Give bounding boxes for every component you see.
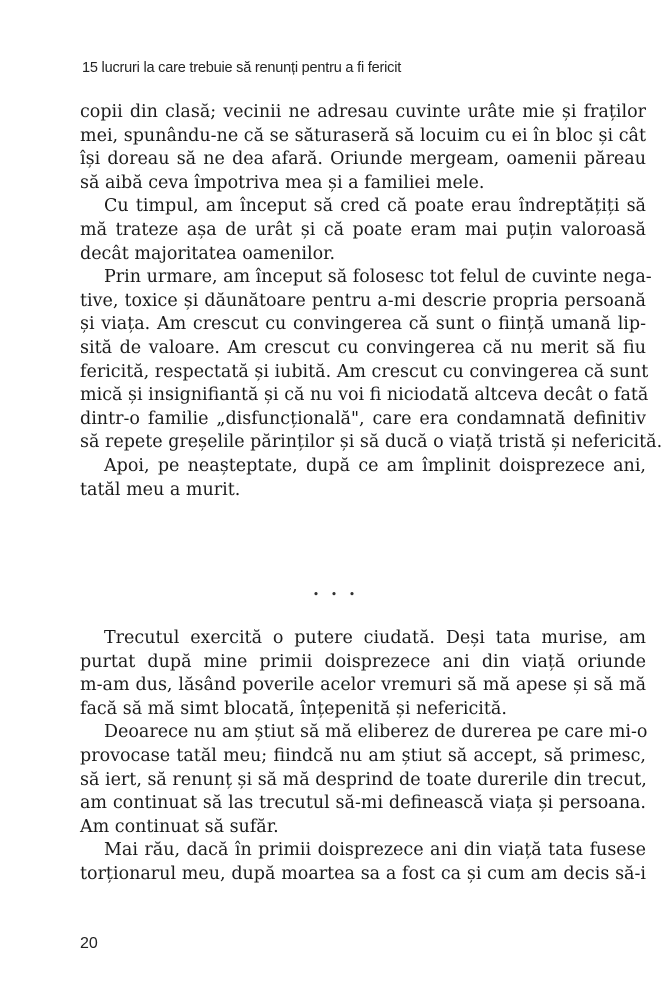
text-line: purtat după mine primii doisprezece ani din viață oriunde (80, 651, 646, 672)
text-line: dintr-o familie „disfuncțională", care era condamnată definitiv (80, 408, 646, 429)
text-line: decât majoritatea oamenilor. (80, 243, 336, 264)
section-1-text (80, 101, 663, 502)
text-line: Trecutul exercită o putere ciudată. Deși tata murise, am (104, 628, 646, 648)
text-line: Am continuat să sufăr. (80, 816, 279, 837)
text-line: fericită, respectată și iubită. Am crescut cu convingerea că sunt (80, 361, 649, 382)
running-head: 15 lucruri la care trebuie să renunți pentru a fi fericit (82, 60, 402, 76)
text-line: torționarul meu, după moartea sa a fost ca și cum am decis să-i (80, 863, 646, 884)
text-line: provocase tatăl meu; fiindcă nu am știut să accept, să primesc, (80, 745, 646, 766)
text-line: Mai rău, dacă în primii doisprezece ani din viață tata fusese (104, 840, 646, 861)
page-number: 20 (80, 935, 98, 952)
text-line: își doreau să ne dea afară. Oriunde mergeam, oamenii păreau (80, 149, 646, 170)
text-line: sită de valoare. Am crescut cu convingerea că nu merit să fiu (80, 337, 646, 358)
text-line: Apoi, pe neașteptate, după ce am împlinit doisprezece ani, (104, 455, 646, 476)
text-line: mică și insignifiantă și că nu voi fi niciodată altceva decât o fată (80, 385, 649, 406)
text-line: Cu timpul, am început să cred că poate erau îndreptățiți să (104, 196, 646, 217)
text-line: Deoarece nu am știut să mă eliberez de durerea pe care mi-o (104, 722, 648, 743)
text-line: Prin urmare, am început să folosesc tot felul de cuvinte nega- (104, 267, 652, 288)
text-line: mă trateze așa de urât și că poate eram mai puțin valoroasă (80, 219, 646, 240)
text-line: să repete greșelile părinților și să ducă o viață tristă și nefericită. (80, 432, 663, 453)
text-line: să aibă ceva împotriva mea și a familiei mele. (80, 172, 485, 193)
section-2-text (80, 627, 646, 887)
text-line: m-am dus, lăsând poverile acelor vremuri să mă apese și să mă (80, 675, 646, 696)
text-line: facă să mă simt blocată, înțepenită și nefericită. (80, 698, 507, 719)
text-line: mei, spunându-ne că se săturaseră să locuim cu ei în bloc și cât (80, 125, 646, 146)
text-line: copii din clasă; vecinii ne adresau cuvinte urâte mie și fraților (80, 102, 646, 122)
text-line: tive, toxice și dăunătoare pentru a-mi descrie propria persoană (80, 290, 646, 311)
text-line: să iert, să renunț și să mă desprind de toate durerile din trecut, (80, 769, 647, 790)
text-line: am continuat să las trecutul să-mi definească viața și persoana. (80, 793, 646, 814)
text-line: și viața. Am crescut cu convingerea că sunt o ființă umană lip- (80, 314, 646, 335)
section-separator: • • • (312, 588, 360, 601)
text-line: tatăl meu a murit. (80, 479, 241, 500)
